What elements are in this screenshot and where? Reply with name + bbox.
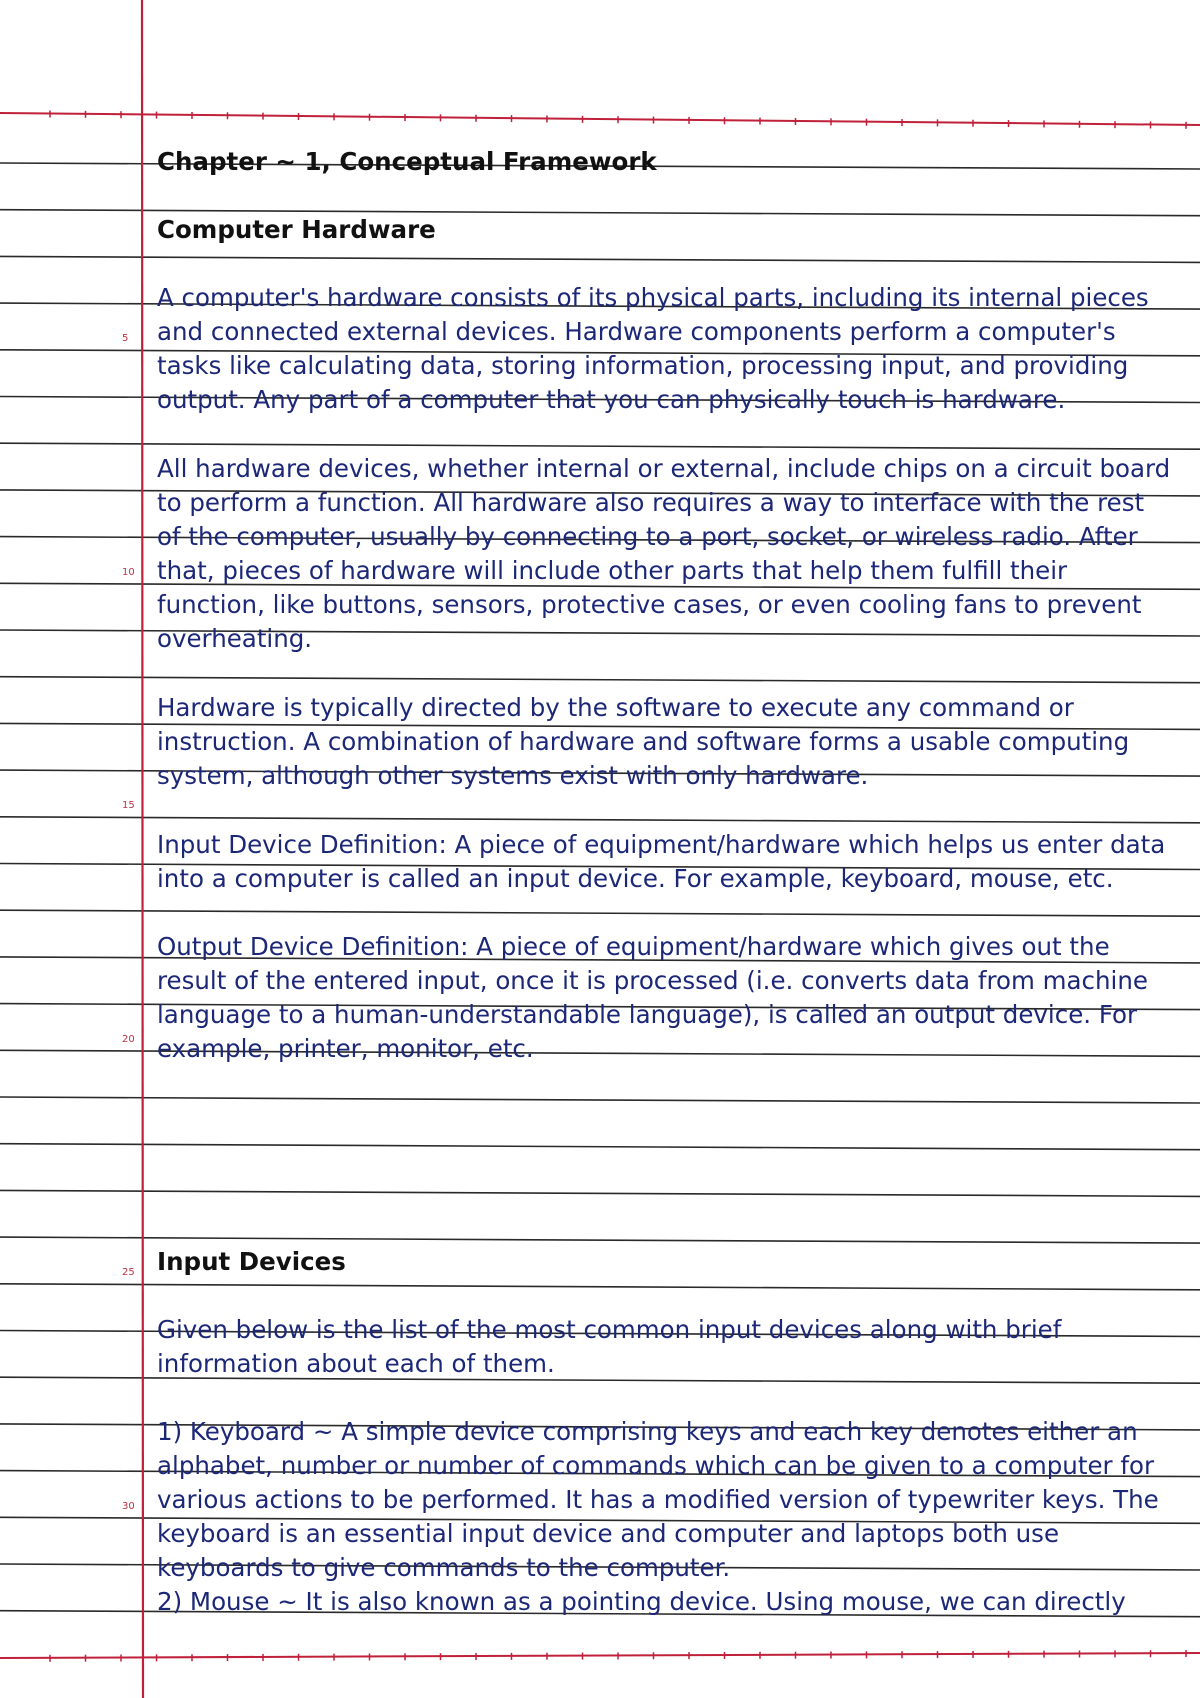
text-line: keyboards to give commands to the computer. [157,1553,731,1582]
paragraph-hardware-devices [157,452,1177,656]
ruled-line [0,817,1200,823]
ruled-line [0,1097,1200,1103]
text-line: keyboard is an essential input device and computer and laptops both use [157,1519,1060,1548]
text-line: tasks like calculating data, storing information, processing input, and providing [157,351,1129,380]
text-line: into a computer is called an input device. For example, keyboard, mouse, etc. [157,864,1114,893]
text-line: 1) Keyboard ~ A simple device comprising keys and each key denotes either an [157,1417,1138,1446]
top-margin-rule [0,113,1200,125]
text-line: example, printer, monitor, etc. [157,1034,534,1063]
text-line: to perform a function. All hardware also requires a way to interface with the rest [157,488,1145,517]
line-number-15: 15 [122,800,135,811]
text-line: Given below is the list of the most common input devices along with brief [157,1315,1062,1344]
ruled-line [0,910,1200,916]
paragraph-input-devices-intro [157,1313,1177,1381]
text-line: system, although other systems exist with only hardware. [157,761,869,790]
text-line: that, pieces of hardware will include other parts that help them fulfill their [157,556,1068,585]
text-line: alphabet, number or number of commands which can be given to a computer for [157,1451,1155,1480]
line-number-20: 20 [122,1034,135,1045]
paragraph-output-device-definition [157,930,1177,1066]
left-margin-line [142,0,143,1698]
text-line: Output Device Definition: A piece of equipment/hardware which gives out the [157,932,1110,961]
text-line: information about each of them. [157,1349,555,1378]
ruled-line [0,1284,1200,1290]
text-line: and connected external devices. Hardware components perform a computer's [157,317,1116,346]
paragraph-input-device-definition [157,828,1177,896]
text-line: output. Any part of a computer that you can physically touch is hardware. [157,385,1066,414]
ruled-line [0,677,1200,683]
text-line: language to a human-understandable language), is called an output device. For [157,1000,1138,1029]
section-heading-input-devices: Input Devices [157,1247,346,1276]
text-line: of the computer, usually by connecting to a port, socket, or wireless radio. After [157,522,1138,551]
line-number-5: 5 [122,333,129,344]
text-line: A computer's hardware consists of its physical parts, including its internal pieces [157,283,1149,312]
paragraph-hardware-definition [157,281,1177,417]
chapter-title: Chapter ~ 1, Conceptual Framework [157,147,657,176]
section-heading-computer-hardware: Computer Hardware [157,215,436,244]
text-line: function, like buttons, sensors, protective cases, or even cooling fans to prevent [157,590,1142,619]
text-line: Input Device Definition: A piece of equipment/hardware which helps us enter data [157,830,1166,859]
text-line: result of the entered input, once it is processed (i.e. converts data from machine [157,966,1148,995]
ruled-line [0,1144,1200,1150]
line-number-10: 10 [122,567,135,578]
text-line: 2) Mouse ~ It is also known as a pointing device. Using mouse, we can directly [157,1587,1126,1616]
line-number-30: 30 [122,1501,135,1512]
ruled-line [0,1237,1200,1243]
ruled-line [0,1190,1200,1196]
line-number-25: 25 [122,1267,135,1278]
paragraph-device-list [157,1415,1177,1619]
ruled-line [0,256,1200,262]
paragraph-hardware-software [157,691,1177,793]
text-line: instruction. A combination of hardware and software forms a usable computing [157,727,1130,756]
ruled-line [0,443,1200,449]
bottom-margin-rule [0,1653,1200,1658]
text-line: overheating. [157,624,313,653]
text-line: All hardware devices, whether internal or external, include chips on a circuit board [157,454,1171,483]
text-line: Hardware is typically directed by the software to execute any command or [157,693,1074,722]
text-line: various actions to be performed. It has a modified version of typewriter keys. The [157,1485,1159,1514]
